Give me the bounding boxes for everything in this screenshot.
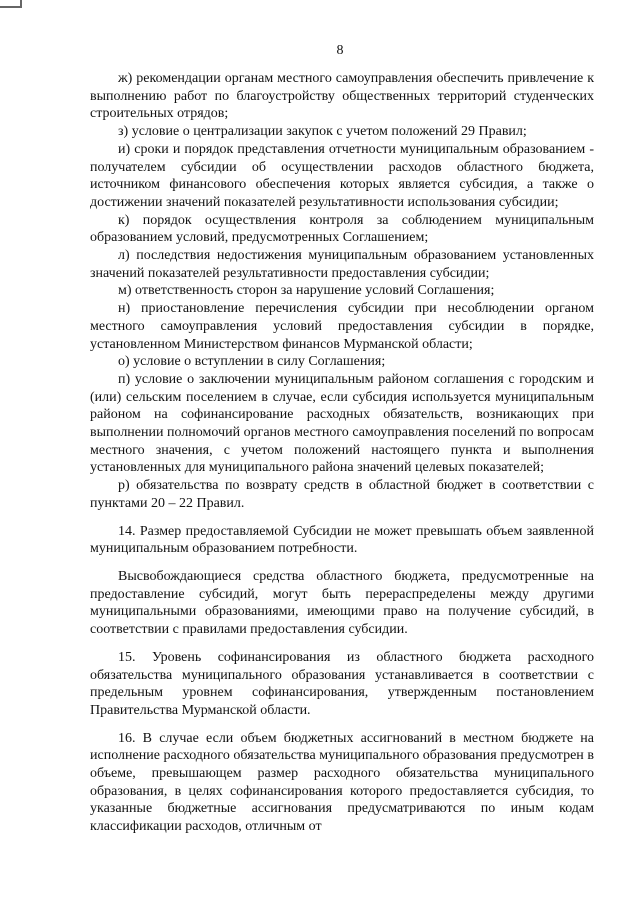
paragraph-z: з) условие о централизации закупок с учетом положений 29 Правил; xyxy=(118,124,527,140)
paragraph-p: п) условие о заключении муниципальным районом соглашения с городским и (или) сельским поселением в случае, если субсидия используется муниципальным районом на софинансирование расходных обязательств, возникающих при выполнении полномочий органов местного самоуправления поселений по вопросам местного значения, с учетом положений настоящего пункта и выполнения установленных для муниципального района значений целевых показателей; xyxy=(90,371,594,476)
paragraph-zh: ж) рекомендации органам местного самоуправления обеспечить привлечение к выполнению работ по благоустройству общественных территорий студенческих строительных отрядов; xyxy=(90,71,594,122)
paragraph-n: н) приостановление перечисления субсидии при несоблюдении органом местного самоуправления условий предоставления субсидии в порядке, установленном Министерством финансов Мурманской области; xyxy=(90,301,594,352)
paragraph-m: м) ответственность сторон за нарушение условий Соглашения; xyxy=(118,283,495,299)
document-body xyxy=(90,70,594,836)
scan-corner-mark xyxy=(0,0,22,8)
paragraph-14: 14. Размер предоставляемой Субсидии не может превышать объем заявленной муниципальным образованием потребности. xyxy=(90,523,594,557)
paragraph-k: к) порядок осуществления контроля за соблюдением муниципальным образованием условий, предусмотренных Соглашением; xyxy=(90,212,594,246)
paragraph-15: 15. Уровень софинансирования из областного бюджета расходного обязательства муниципального образования устанавливается в соответствии с предельным уровнем софинансирования, утвержденным постановлением Правительства Мурманской области. xyxy=(90,649,594,718)
paragraph-i: и) сроки и порядок представления отчетности муниципальным образованием - получателем субсидии об осуществлении расходов областного бюджета, источником финансового обеспечения которых является субсидия, а также о достижении значений показателей результативности использования субсидии; xyxy=(90,141,594,210)
paragraph-o: о) условие о вступлении в силу Соглашения; xyxy=(118,354,386,370)
paragraph-r: р) обязательства по возврату средств в областной бюджет в соответствии с пунктами 20 – 22 Правил. xyxy=(90,478,594,511)
paragraph-14-funds: Высвобождающиеся средства областного бюджета, предусмотренные на предоставление субсидий, могут быть перераспределены между другими муниципальными образованиями, имеющими право на получение субсидий, в соответствии с правилами предоставления субсидии. xyxy=(90,568,594,638)
paragraph-16: 16. В случае если объем бюджетных ассигнований в местном бюджете на исполнение расходного обязательства муниципального образования предусмотрен в объеме, превышающем размер расходного обязательства муниципального образования, в целях софинансирования которого предоставляется субсидия, то указанные бюджетные ассигнования предусматриваются по иным кодам классификации расходов, отличным от xyxy=(90,730,594,835)
page-number: 8 xyxy=(336,43,344,58)
paragraph-l: л) последствия недостижения муниципальным образованием установленных значений показателей результативности предоставления субсидии; xyxy=(90,248,594,281)
